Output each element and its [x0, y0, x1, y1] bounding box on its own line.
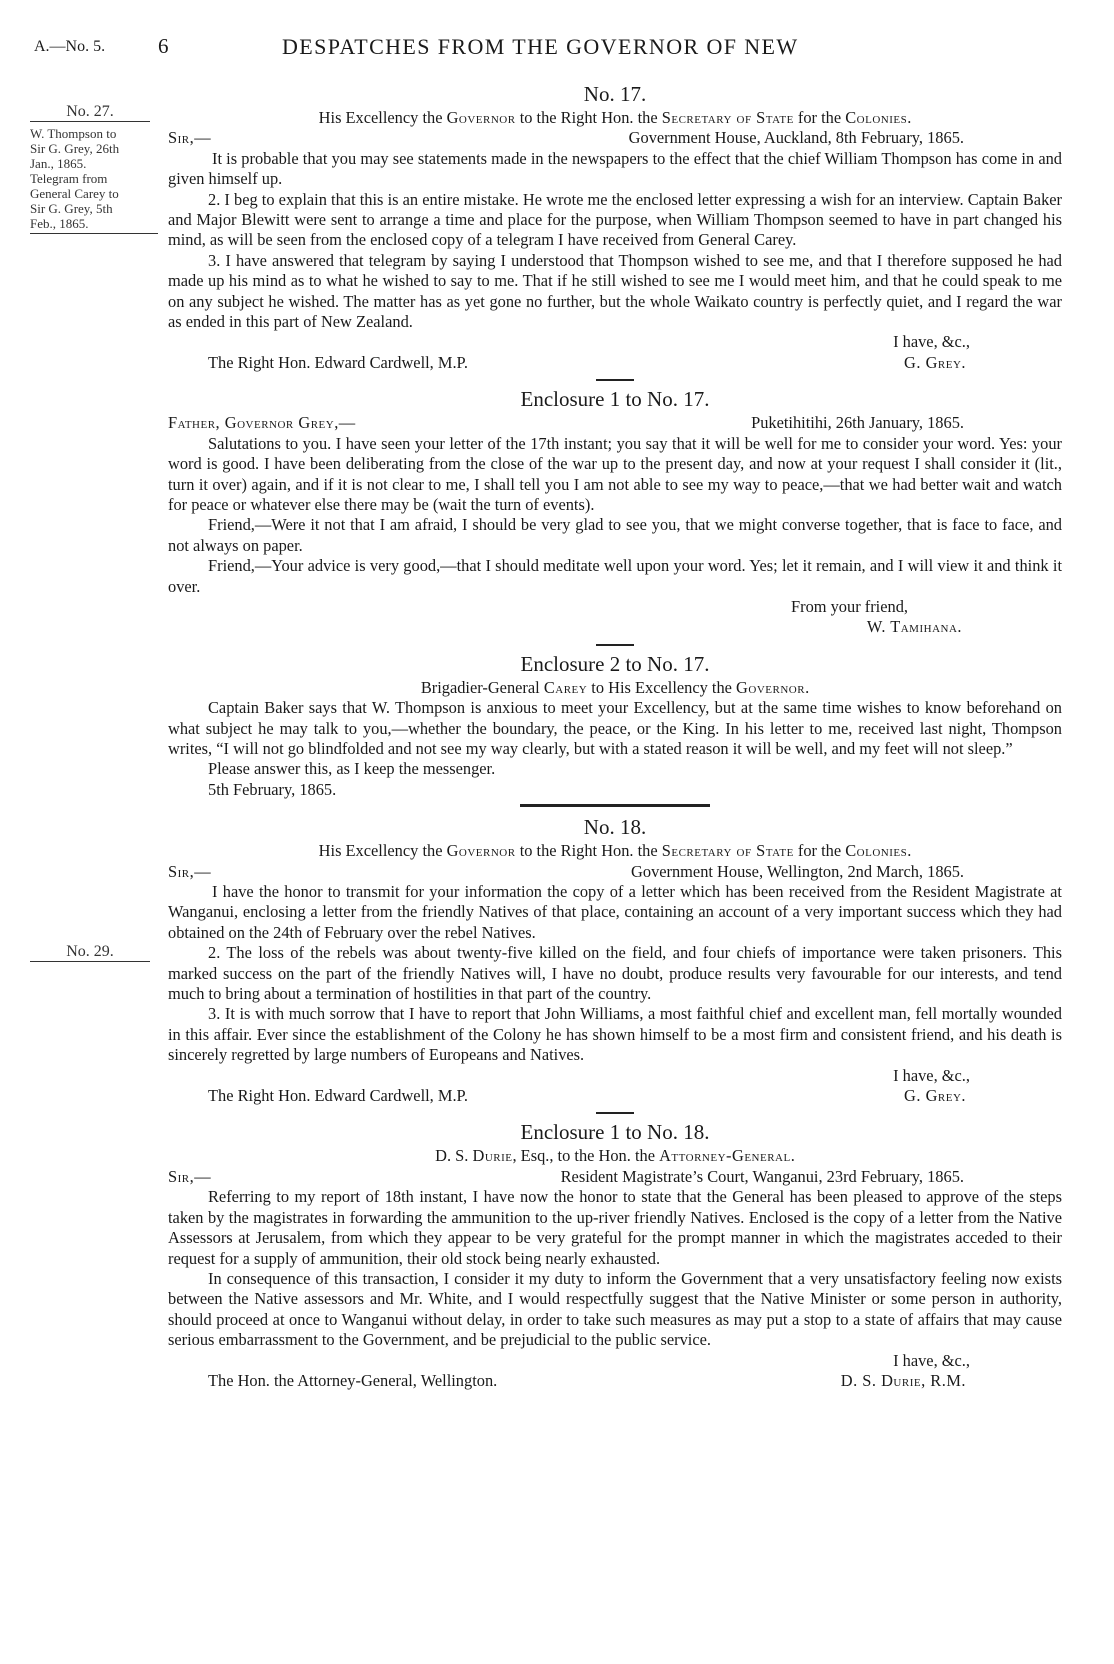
paragraph: Captain Baker says that W. Thompson is anxious to meet your Excellency, but at the same time wishes to know beforehand on what subject he may talk to you,—whether the boundary, the peace, or the King. In his letter to me, received last night, Thompson writes, “I will not go blindfolded and not see my way clearly, but with a stated reason it will be well, and my feet will not sleep.”	[168, 698, 1062, 758]
recipient: The Hon. the Attorney-General, Wellington.	[208, 1370, 498, 1390]
paragraph: Salutations to you. I have seen your letter of the 17th instant; you say that it will be well for me to consider your word. Yes: your word is good. I have been deliberating from the close of the war up to the present day, and now at your request I shall consider it (lit., turn it over) again, and if it is not clear to me, I shall tell you I am not able to see my way to peace,—that we had better wait and watch for peace or whatever else there may be (wait the turn of events).	[168, 433, 1062, 514]
paragraph: Referring to my report of 18th instant, I have now the honor to state that the General has been pleased to approve of the steps taken by the magistrates in forwarding the ammunition to the up-river friendly Natives. Enclosed is the copy of a letter from the Native Assessors at Jerusalem, from which they appear to be very grateful for the prompt manner in which the magistrates acceded to their request for a supply of ammunition, their old stock being nearly exhausted.	[168, 1187, 1062, 1268]
despatch-no18	[168, 813, 1062, 1106]
running-title: DESPATCHES FROM THE GOVERNOR OF NEW	[282, 34, 799, 59]
despatch-divider	[520, 804, 710, 807]
document-body	[168, 80, 1062, 1391]
margin-enclosure-notes	[30, 126, 158, 234]
recipient-signature-line	[168, 1086, 1062, 1106]
recipient: The Right Hon. Edward Cardwell, M.P.	[208, 352, 468, 372]
paragraph: Please answer this, as I keep the messenger.	[208, 759, 496, 779]
margin-note-line: Sir G. Grey, 5th	[30, 201, 113, 216]
paragraph: 2. I beg to explain that this is an entire mistake. He wrote me the enclosed letter expressing a wish for an interview. Captain Baker and Major Blewitt were sent to arrange a time and place for the purpose, when William Thompson seemed to have in part changed his mind, as will be seen from the enclosed copy of a telegram I have received from General Carey.	[168, 189, 1062, 250]
margin-note-line: W. Thompson to	[30, 126, 117, 141]
recipient: The Right Hon. Edward Cardwell, M.P.	[208, 1086, 468, 1106]
signature: G. Grey.	[904, 1086, 966, 1106]
despatch-address: His Excellency the Governor to the Right Hon. the Secretary of State for the Colonies.	[318, 108, 912, 127]
enclosure-heading: Enclosure 2 to No. 17.	[520, 651, 710, 676]
paper-code: A.—No. 5.	[34, 38, 106, 55]
signature: D. S. Durie, R.M.	[840, 1370, 966, 1390]
salutation: Father, Governor Grey,—	[168, 413, 356, 433]
salutation-line	[168, 862, 1062, 882]
running-head	[34, 34, 1064, 64]
page-number: 6	[158, 34, 169, 58]
paragraph: In consequence of this transaction, I consider it my duty to inform the Government that a very unsatisfactory feeling now exists between the Native assessors and Mr. White, and I would respectfully suggest that the Native Minister or some person in authority, should proceed at once to Wanganui without delay, in order to take such measures as may put a stop to a state of affairs that may cause serious embarrassment to the Government, and be prejudicial to the public service.	[168, 1268, 1062, 1350]
despatch-heading: No. 18.	[583, 815, 647, 840]
margin-note-line: Feb., 1865.	[30, 216, 89, 231]
margin-note-no18	[30, 944, 160, 962]
margin-note-no17	[30, 104, 160, 234]
paragraph: It is probable that you may see statements made in the newspapers to the effect that the chief William Thompson has come in and given himself up.	[168, 148, 1062, 189]
salutation: Sir,—	[168, 1166, 212, 1186]
paragraph: 2. The loss of the rebels was about twenty-five killed on the field, and four chiefs of importance were taken prisoners. This marked success on the part of the friendly Natives will, I have no doubt, produce results very favourable for our interests, and tend much to bring about a termination of hostilities in that part of the country.	[168, 943, 1062, 1004]
salutation-line	[168, 128, 1062, 148]
paragraph: 3. I have answered that telegram by saying I understood that Thompson wished to see me, and that I therefore supposed he had made up his mind as to what he wished to say to me. That if he still wished to see me I would meet him, and that he could speak to me on any subject he wished. The matter has as yet gone no further, but the whole Waikato country is perfectly quiet, and I regard the war as ended in this part of New Zealand.	[168, 250, 1062, 332]
despatch-heading: No. 17.	[583, 82, 647, 106]
enclosure-heading: Enclosure 1 to No. 18.	[520, 1120, 710, 1145]
from-line	[168, 597, 1062, 617]
enclosure-address: D. S. Durie, Esq., to the Hon. the Attorney-General.	[435, 1146, 795, 1166]
enclosure-1-no17	[168, 385, 1062, 637]
margin-note-line: Jan., 1865.	[30, 156, 87, 171]
margin-note-line: Sir G. Grey, 26th	[30, 141, 120, 156]
section-divider	[596, 1112, 634, 1114]
recipient-signature-line	[168, 353, 1062, 373]
signature: W. Tamihana.	[866, 617, 962, 637]
closing: I have, &c.,	[893, 332, 970, 352]
margin-note-line: Telegram from	[30, 171, 108, 186]
date-line: 5th February, 1865.	[208, 779, 337, 799]
enclosure-address: Brigadier-General Carey to His Excellency the Governor.	[420, 677, 810, 697]
recipient-signature-line	[168, 1371, 1062, 1391]
salutation: Sir,—	[168, 128, 212, 148]
section-divider	[596, 644, 634, 646]
salutation-line	[168, 413, 1062, 433]
paragraph: Friend,—Your advice is very good,—that I should meditate well upon your word. Yes; let it remain, and I will view it and think it over.	[168, 556, 1062, 596]
salutation-line	[168, 1167, 1062, 1187]
enclosure-2-no17	[168, 650, 1062, 800]
margin-ref-no18: No. 29.	[30, 944, 150, 962]
place-date: Resident Magistrate’s Court, Wanganui, 23rd February, 1865.	[560, 1166, 964, 1186]
paragraph: 3. It is with much sorrow that I have to report that John Williams, a most faithful chief and excellent man, fell mortally wounded in this affair. Ever since the establishment of the Colony he has shown himself to be a most firm and consistent friend, and his death is sincerely regretted by large numbers of Europeans and Natives.	[168, 1004, 1062, 1065]
place-date: Puketihitihi, 26th January, 1865.	[751, 413, 964, 433]
paragraph: I have the honor to transmit for your information the copy of a letter which has been received from the Resident Magistrate at Wanganui, enclosing a letter from the friendly Natives of that place, containing an account of a very important success which they had obtained on the 24th of February over the rebel Natives.	[168, 882, 1062, 942]
valediction: From your friend,	[791, 596, 908, 616]
place-date: Government House, Wellington, 2nd March, 1865.	[631, 861, 964, 881]
enclosure-1-no18	[168, 1118, 1062, 1391]
closing: I have, &c.,	[893, 1065, 970, 1085]
section-divider	[596, 379, 634, 381]
paragraph: Friend,—Were it not that I am afraid, I should be very glad to see you, that we might converse together, that is face to face, and not always on paper.	[168, 515, 1062, 555]
despatch-address: His Excellency the Governor to the Right Hon. the Secretary of State for the Colonies.	[318, 841, 912, 861]
enclosure-heading: Enclosure 1 to No. 17.	[520, 387, 710, 412]
salutation: Sir,—	[168, 861, 212, 881]
despatch-no17	[168, 80, 1062, 373]
place-date: Government House, Auckland, 8th February, 1865.	[628, 128, 964, 148]
closing: I have, &c.,	[893, 1350, 970, 1370]
signature: G. Grey.	[904, 352, 966, 372]
margin-note-line: General Carey to	[30, 186, 119, 201]
margin-ref-no17: No. 27.	[30, 104, 150, 122]
